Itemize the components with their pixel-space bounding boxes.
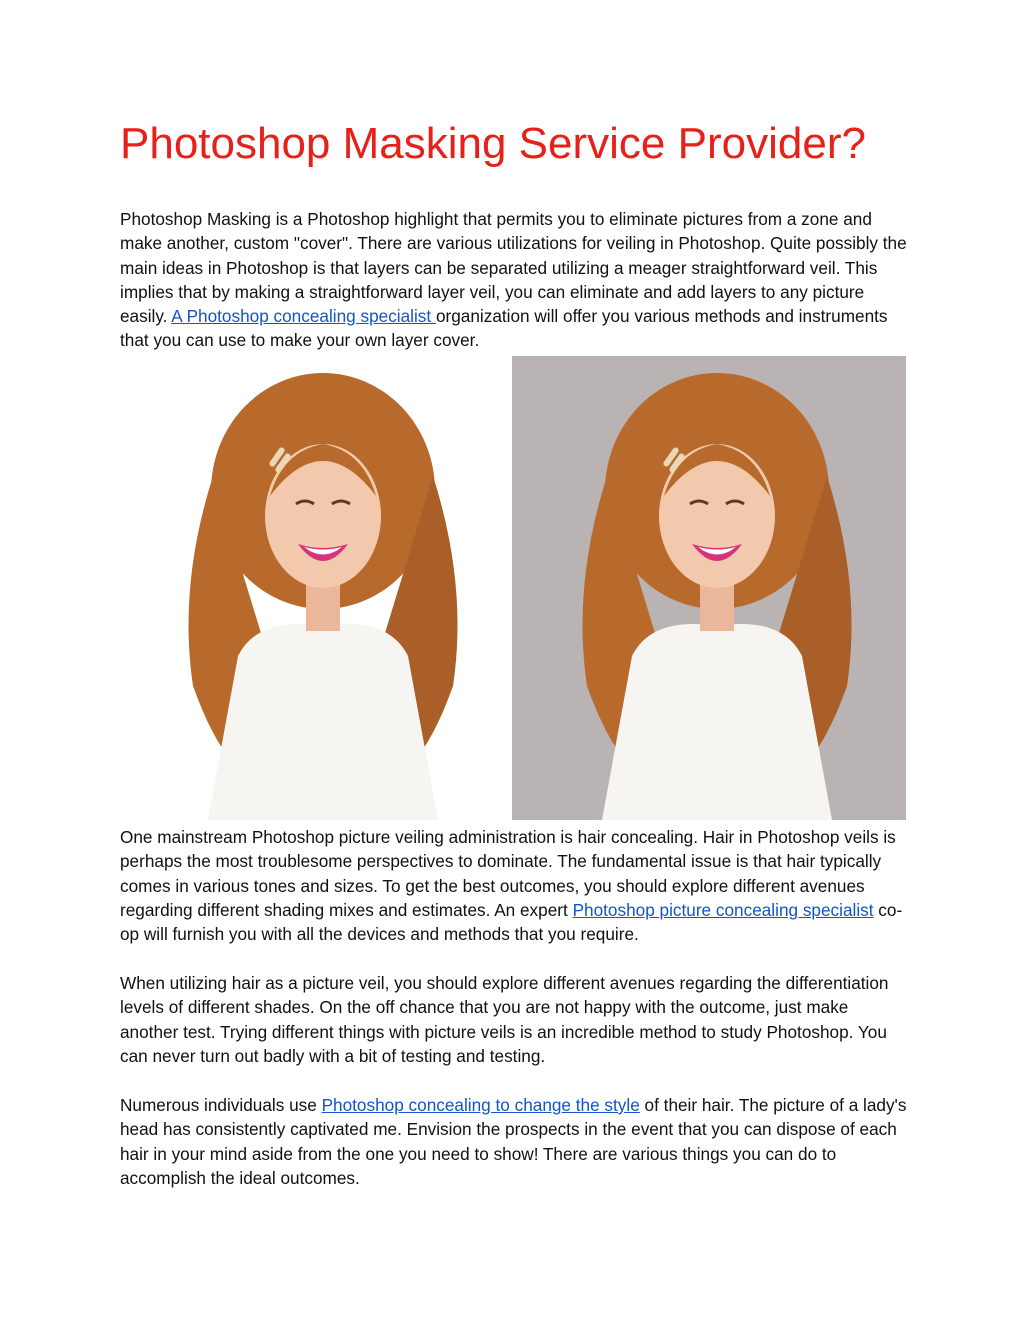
intro-text-end: organization will offer you various methods and instruments that you can use to make your own layer cover.: [120, 306, 888, 351]
picture-concealing-specialist-link[interactable]: Photoshop picture concealing specialist: [572, 899, 874, 920]
photoshop-specialist-link[interactable]: A Photoshop concealing specialist: [171, 306, 436, 327]
woman-portrait-grey-bg: [512, 356, 906, 820]
style-text-end: of their hair. The picture of a lady's head has consistently captivated me. Envision the prospects in the event that you can dispose of each hair in your mind aside from the one you need to show! There are various things you can do to accomplish the ideal outcomes.: [120, 1095, 907, 1188]
intro-paragraph: [120, 207, 910, 353]
woman-portrait-white-bg: [118, 356, 512, 820]
hair-text-start: One mainstream Photoshop picture veiling administration is hair concealing. Hair in Photoshop veils is perhaps the most troublesome perspectives to dominate. The fundamental issue is that hair typically comes in various tones and sizes. To get the best outcomes, you should explore different avenues regarding different shading mixes and estimates. An expert: [120, 827, 896, 920]
veil-testing-paragraph: When utilizing hair as a picture veil, you should explore different avenues regarding the differentiation levels of different shades. On the off chance that you are not happy with the outcome, just make another test. Trying different things with picture veils is an incredible method to study Photoshop. You can never turn out badly with a bit of testing and testing.: [120, 973, 889, 1066]
intro-text-start: Photoshop Masking is a Photoshop highlight that permits you to eliminate pictures from a zone and make another, custom "cover". There are various utilizations for veiling in Photoshop. Quite possibly the main ideas in Photoshop is that layers can be separated utilizing a meager straightforward veil. This implies that by making a straightforward layer veil, you can eliminate and add layers to any picture easily.: [120, 209, 907, 327]
portrait-figure: [583, 373, 852, 820]
hair-masking-paragraph: [120, 825, 910, 946]
hair-style-paragraph: [120, 1093, 910, 1190]
change-style-link[interactable]: Photoshop concealing to change the style: [321, 1095, 640, 1115]
hair-text-end: co-op will furnish you with all the devices and methods that you require.: [120, 899, 903, 945]
page-title: Photoshop Masking Service Provider?: [120, 119, 866, 168]
masking-before-image: [118, 356, 512, 820]
portrait-figure: [189, 373, 458, 820]
masking-after-image: [512, 356, 906, 820]
style-text-start: Numerous individuals use: [120, 1095, 322, 1115]
